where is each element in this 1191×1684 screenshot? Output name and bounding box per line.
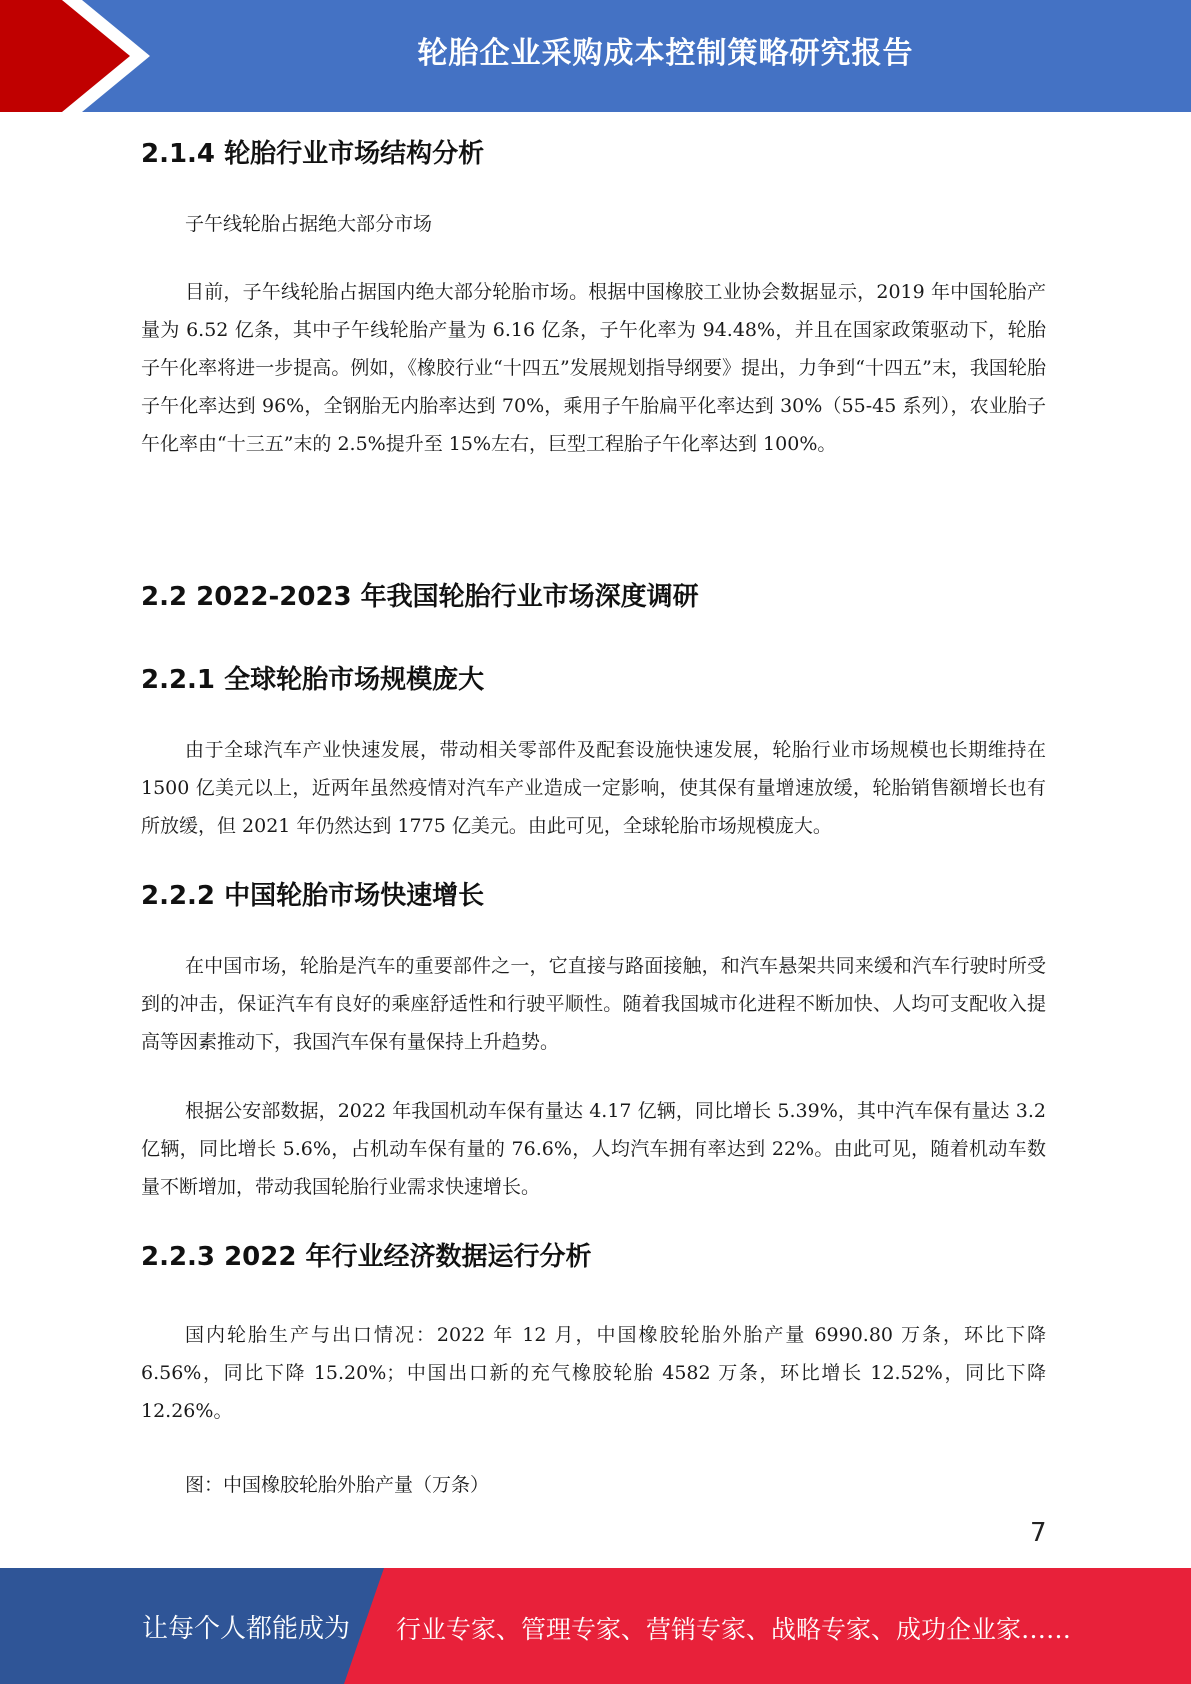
- report-title: 轮胎企业采购成本控制策略研究报告: [417, 36, 914, 71]
- footer-slogan-right: 行业专家、管理专家、营销专家、战略专家、成功企业家……: [396, 1615, 1072, 1644]
- footer-slogan-left: 让每个人都能成为: [142, 1614, 351, 1644]
- paragraph-radial-tire: 目前，子午线轮胎占据国内绝大部分轮胎市场。根据中国橡胶工业协会数据显示，2019 年中国轮胎产量为 6.52 亿条，其中子午线轮胎产量为 6.16 亿条，子午化率为 94.48%，并且在国家政策驱动下，轮胎子午化率将进一步提高。例如，《橡胶行业“十四五”发展规划指导纲要》提出，力争到“十四五”末，我国轮胎子午化率达到 96%，全钢胎无内胎率达到 70%，乘用子午胎扁平化率达到 30%（55-45 系列），农业胎子午化率由“十三五”末的 2.5%提升至 15%左右，巨型工程胎子午化率达到 100%。: [141, 281, 1046, 455]
- page-footer: [0, 1568, 1191, 1684]
- section-heading-2-2-2: 2.2.2 中国轮胎市场快速增长: [141, 881, 485, 911]
- page-number: 7: [1030, 1518, 1047, 1548]
- paragraph-vehicle-data: 根据公安部数据，2022 年我国机动车保有量达 4.17 亿辆，同比增长 5.39%，其中汽车保有量达 3.2 亿辆，同比增长 5.6%，占机动车保有量的 76.6%，人均汽车拥有率达到 22%。由此可见，随着机动车数量不断增加，带动我国轮胎行业需求快速增长。: [141, 1100, 1046, 1198]
- section-heading-2-2: 2.2 2022-2023 年我国轮胎行业市场深度调研: [141, 582, 699, 612]
- subheading-paragraph: 子午线轮胎占据绝大部分市场: [185, 213, 433, 235]
- paragraph-production-export: 国内轮胎生产与出口情况：2022 年 12 月，中国橡胶轮胎外胎产量 6990.80 万条，环比下降 6.56%，同比下降 15.20%；中国出口新的充气橡胶轮胎 4582 万条，环比增长 12.52%，同比下降 12.26%。: [141, 1324, 1046, 1422]
- paragraph-china-market: 在中国市场，轮胎是汽车的重要部件之一，它直接与路面接触，和汽车悬架共同来缓和汽车行驶时所受到的冲击，保证汽车有良好的乘座舒适性和行驶平顺性。随着我国城市化进程不断加快、人均可支配收入提高等因素推动下，我国汽车保有量保持上升趋势。: [141, 955, 1046, 1053]
- page-header: [0, 0, 1191, 112]
- section-heading-2-2-3: 2.2.3 2022 年行业经济数据运行分析: [141, 1242, 592, 1272]
- figure-caption: 图：中国橡胶轮胎外胎产量（万条）: [185, 1474, 490, 1496]
- section-heading-2-1-4: 2.1.4 轮胎行业市场结构分析: [141, 139, 485, 169]
- paragraph-global-market: 由于全球汽车产业快速发展，带动相关零部件及配套设施快速发展，轮胎行业市场规模也长期维持在 1500 亿美元以上，近两年虽然疫情对汽车产业造成一定影响，使其保有量增速放缓，轮胎销售额增长也有所放缓，但 2021 年仍然达到 1775 亿美元。由此可见，全球轮胎市场规模庞大。: [141, 739, 1046, 837]
- section-heading-2-2-1: 2.2.1 全球轮胎市场规模庞大: [141, 665, 485, 695]
